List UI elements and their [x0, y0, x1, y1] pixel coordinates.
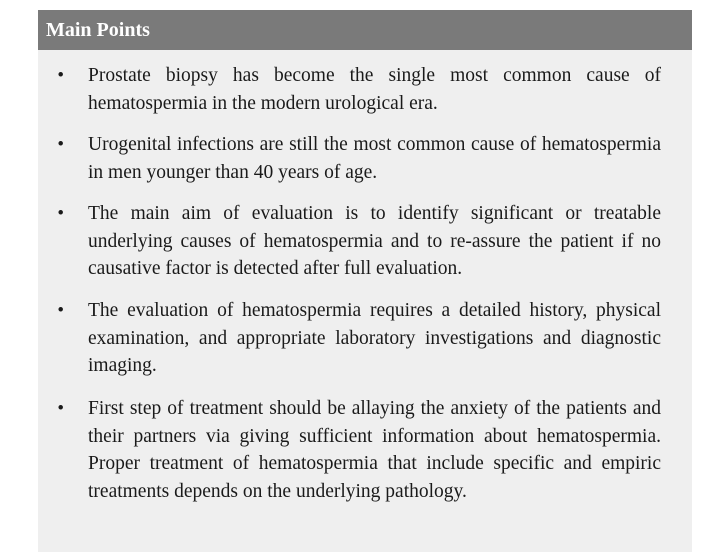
- list-item: [38, 297, 692, 380]
- box-title: Main Points: [38, 10, 692, 50]
- list-item: [38, 131, 692, 186]
- list-item: [38, 200, 692, 283]
- point-text: The main aim of evaluation is to identify significant or treatable underlying causes of hematospermia and to re-assure the patient if no causative factor is detected after full evaluation.: [88, 203, 661, 279]
- bullet-icon: •: [57, 398, 64, 419]
- bullet-icon: •: [57, 300, 64, 321]
- bullet-icon: •: [57, 203, 64, 224]
- bullet-icon: •: [57, 65, 64, 86]
- list-item: [38, 395, 692, 505]
- main-points-box: [38, 10, 692, 552]
- list-item: [38, 62, 692, 117]
- bullet-icon: •: [57, 134, 64, 155]
- point-text: The evaluation of hematospermia requires a detailed history, physical examination, and appropriate laboratory investigations and diagnostic imaging.: [88, 300, 661, 376]
- point-text: Prostate biopsy has become the single most common cause of hematospermia in the modern urological era.: [88, 65, 661, 114]
- point-text: Urogenital infections are still the most common cause of hematospermia in men younger than 40 years of age.: [88, 134, 661, 183]
- point-text: First step of treatment should be allaying the anxiety of the patients and their partners via giving sufficient information about hematospermia. Proper treatment of hematospermia that include specific and empiric treatments depends on the underlying pathology.: [88, 398, 661, 502]
